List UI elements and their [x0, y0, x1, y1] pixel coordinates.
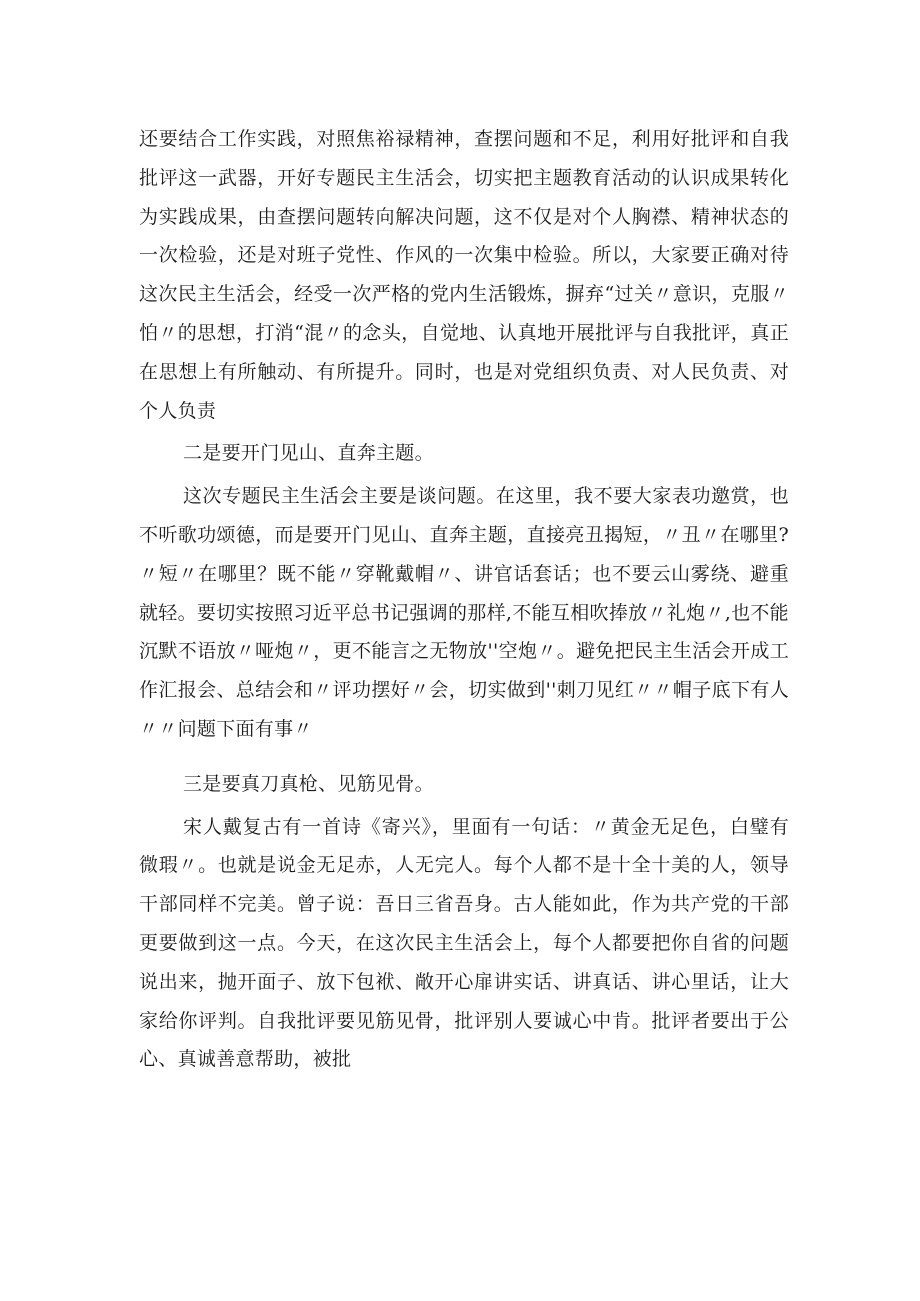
- paragraph-section-three: 宋人戴复古有一首诗《寄兴》，里面有一句话：〃黄金无足色，白璧有微瑕〃。也就是说金无足赤，人无完人。每个人都不是十全十美的人，领导干部同样不完美。曾子说：吾日三省吾身。古人能如此，作为共产党的干部更要做到这一点。今天，在这次民主生活会上，每个人都要把你自省的问题说出来，抛开面子、放下包袱、敞开心扉讲实话、讲真话、讲心里话，让大家给你评判。自我批评要见筋见骨，批评别人要诚心中肯。批评者要出于公心、真诚善意帮助，被批: [139, 815, 789, 1071]
- paragraph-section-two: 这次专题民主生活会主要是谈问题。在这里，我不要大家表功邀赏，也不听歌功颂德，而是要开门见山、直奔主题，直接亮丑揭短，〃丑〃在哪里?〃短〃在哪里？既不能〃穿靴戴帽〃、讲官话套话；也不要云山雾绕、避重就轻。要切实按照习近平总书记强调的那样,不能互相吹捧放〃礼炮〃,也不能沉默不语放〃哑炮〃，更不能言之无物放''空炮〃。避免把民主生活会开成工作汇报会、总结会和〃评功摆好〃会，切实做到''刺刀见红〃〃帽子底下有人〃〃问题下面有事〃: [139, 485, 789, 740]
- spacer: [139, 749, 789, 765]
- section-heading-two: 二是要开门见山、直奔主题。: [183, 442, 434, 465]
- section-heading-three: 三是要真刀真枪、见筋见骨。: [183, 772, 434, 795]
- document-body: [139, 120, 789, 1079]
- paragraph-continuation: 还要结合工作实践，对照焦裕禄精神，查摆问题和不足，利用好批评和自我批评这一武器，开好专题民主生活会，切实把主题教育活动的认识成果转化为实践成果，由查摆问题转向解决问题，这不仅是对个人胸襟、精神状态的一次检验，还是对班子党性、作风的一次集中检验。所以，大家要正确对待这次民主生活会，经受一次严格的党内生活锻炼，摒弃“过关〃意识，克服〃怕〃的思想，打消“混〃的念头，自觉地、认真地开展批评与自我批评，真正在思想上有所触动、有所提升。同时，也是对党组织负责、对人民负责、对个人负责: [139, 128, 789, 422]
